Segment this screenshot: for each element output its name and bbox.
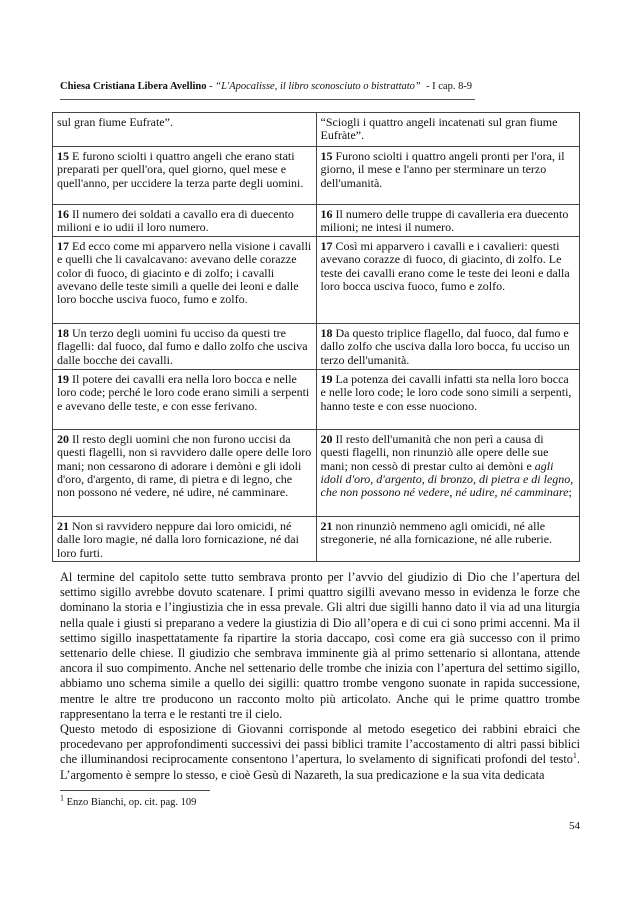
left-cell: [53, 205, 317, 237]
verse-number: 17: [320, 238, 333, 253]
footnote-text: Enzo Bianchi, op. cit. pag. 109: [64, 797, 197, 808]
right-cell: [316, 323, 580, 369]
verse-text: Così mi apparvero i cavalli e i cavalieri: questi avevano corazze di fuoco, di giacinto, di zolfo. Le teste dei cavalli erano come le teste dei leoni e dalla loro bocca usciva fuoco, fumo e zolfo.: [320, 238, 570, 294]
paragraph: [60, 722, 580, 783]
verse-number: 17: [57, 238, 69, 253]
verse-text: sul gran fiume Eufrate”.: [57, 115, 173, 129]
right-cell: [316, 147, 580, 205]
table-row: [53, 516, 580, 561]
verse-text-tail: ;: [568, 485, 572, 500]
left-cell: [53, 516, 317, 561]
right-cell: [316, 516, 580, 561]
verse-text: Il numero delle truppe di cavalleria era duecento milioni; ne intesi il numero.: [320, 207, 569, 235]
body-text: [60, 570, 580, 783]
verse-number: 15: [320, 149, 333, 163]
table-row: [53, 147, 580, 205]
header-chapter-ref: - I cap. 8-9: [420, 81, 473, 92]
verse-text: Il numero dei soldati a cavallo era di duecento milioni e io udii il loro numero.: [57, 207, 294, 235]
verse-text: Il resto degli uomini che non furono uccisi da questi flagelli, non si ravvidero dalle opere delle loro mani; non cessarono di adorare i demòni e gli idoli d'oro, d'argento, di rame, di pietra e di legno, che non possono né vedere, né udire, né camminare.: [57, 431, 312, 500]
left-cell: [53, 323, 317, 369]
table-row: [53, 369, 580, 429]
right-cell: [316, 236, 580, 323]
right-cell: [316, 113, 580, 147]
verse-text-italic: agli idoli d'oro, d'argento, di bronzo, di pietra e di legno, che non possono né vedere, né udire, né camminare: [320, 458, 574, 500]
verse-number: 15: [57, 149, 69, 163]
verse-number: 20: [320, 431, 333, 446]
verse-text: Un terzo degli uomini fu ucciso da questi tre flagelli: dal fuoco, dal fumo e dallo zolfo che usciva dalle bocche dei cavalli.: [57, 325, 308, 367]
verse-text: Furono sciolti i quattro angeli pronti per l'ora, il giorno, il mese e l'anno per sterminare un terzo dell'umanità.: [320, 149, 565, 190]
verse-number: 18: [57, 325, 69, 340]
verse-number: 20: [57, 431, 69, 446]
verse-number: 19: [320, 371, 333, 386]
verse-text: Ed ecco come mi apparvero nella visione i cavalli e quelli che li cavalcavano: avevano delle corazze color di fuoco, di giacinto e di zolfo; i cavalli avevano delle teste simili a quelle dei leoni e dalle loro bocche usciva fuoco, fumo e zolfo.: [57, 238, 312, 307]
left-cell: [53, 369, 317, 429]
right-cell: [316, 369, 580, 429]
verse-text: non rinunziò nemmeno agli omicidi, né alle stregonerie, né alla fornicazione, né alle ruberie.: [320, 518, 553, 547]
header-separator: -: [206, 81, 216, 92]
right-cell: [316, 429, 580, 516]
table-row: [53, 429, 580, 516]
verse-text: “Sciogli i quattro angeli incatenati sul gran fiume Eufràte”.: [320, 115, 558, 143]
verse-text: Il resto dell'umanità che non perì a causa di questi flagelli, non rinunziò alle opere delle sue mani; non cessò di prestar culto ai demòni e: [320, 431, 549, 473]
footnote-ref[interactable]: 1: [572, 751, 577, 761]
left-cell: [53, 113, 317, 147]
verse-text: E furono sciolti i quattro angeli che erano stati preparati per quell'ora, quel giorno, quel mese e quell'anno, per uccidere la terza parte degli uomini.: [57, 149, 304, 190]
left-cell: [53, 147, 317, 205]
right-cell: [316, 205, 580, 237]
verse-number: 16: [57, 207, 69, 221]
left-cell: [53, 429, 317, 516]
table-row: [53, 323, 580, 369]
page-header: [60, 80, 580, 93]
verse-number: 18: [320, 325, 333, 340]
verse-text: Il potere dei cavalli era nella loro bocca e nelle loro code; perché le loro code erano simili a serpenti e avevano delle teste, e con esse ferivano.: [57, 371, 310, 413]
verse-comparison-table: [52, 112, 580, 562]
verse-number: 19: [57, 371, 69, 386]
verse-number: 21: [320, 518, 333, 533]
verse-text: Non si ravvidero neppure dai loro omicidi, né dalle loro magie, né dalla loro fornicazione, né dai loro furti.: [57, 518, 299, 560]
table-row: [53, 205, 580, 237]
footnote: [60, 793, 197, 808]
verse-number: 21: [57, 518, 69, 533]
verse-text: La potenza dei cavalli infatti sta nella loro bocca e nelle loro code; le loro code sono simili a serpenti, hanno teste e con esse nuociono.: [320, 371, 572, 413]
header-org: Chiesa Cristiana Libera Avellino: [60, 81, 207, 92]
table-row: [53, 236, 580, 323]
header-title: “L'Apocalisse, il libro sconosciuto o bistrattato”: [215, 81, 421, 92]
table-row: [53, 113, 580, 147]
page-number: 54: [569, 820, 580, 832]
left-cell: [53, 236, 317, 323]
paragraph-text-cont: . L’argomento è sempre lo stesso, e cioè Gesù di Nazareth, la sua predicazione e la sua vita dedicata: [60, 752, 580, 782]
verse-number: 16: [320, 207, 333, 221]
footnote-rule: [60, 790, 210, 791]
paragraph: Al termine del capitolo sette tutto sembrava pronto per l’avvio del giudizio di Dio che l’apertura del settimo sigillo avrebbe dovuto scatenare. I primi quattro sigilli avevano messo in evidenza le forze che dominano la storia e l’ingiustizia che in essa prevale. Gli altri due sigilli hanno dato il via ad una liturgia nella quale i giusti si preparano a vedere la giustizia di Dio all’opera e di cui ci sono primi accenni. Ma il settimo sigillo inaspettatamente fa ripartire la storia daccapo, così come era già successo con il primo settenario delle chiese. Il giudizio che sembrava imminente già al primo settenario si allontana, attende ancora il suo compimento. Anche nel settenario delle trombe che inizia con l’apertura del settimo sigillo, abbiamo uno schema simile a quello dei sigilli: quattro trombe vengono suonate in rapida successione, mentre le altre tre producono un racconto molto più articolato. Anche qui le prime quattro trombe rappresentano la terra e le restanti tre il cielo.: [60, 570, 580, 721]
verse-text: Da questo triplice flagello, dal fuoco, dal fumo e dallo zolfo che usciva dalla loro bocca, fu ucciso un terzo dell'umanità.: [320, 325, 570, 367]
paragraph-text: Questo metodo di esposizione di Giovanni corrisponde al metodo esegetico dei rabbini ebraici che procedevano per approfondimenti successivi dei passi biblici tramite l’accostamento di altri passi biblici che illuminandosi reciprocamente consentono l’apertura, lo svelamento di significati profondi del testo: [60, 722, 580, 767]
header-rule: [60, 99, 475, 100]
footnote-number: 1: [60, 793, 64, 803]
